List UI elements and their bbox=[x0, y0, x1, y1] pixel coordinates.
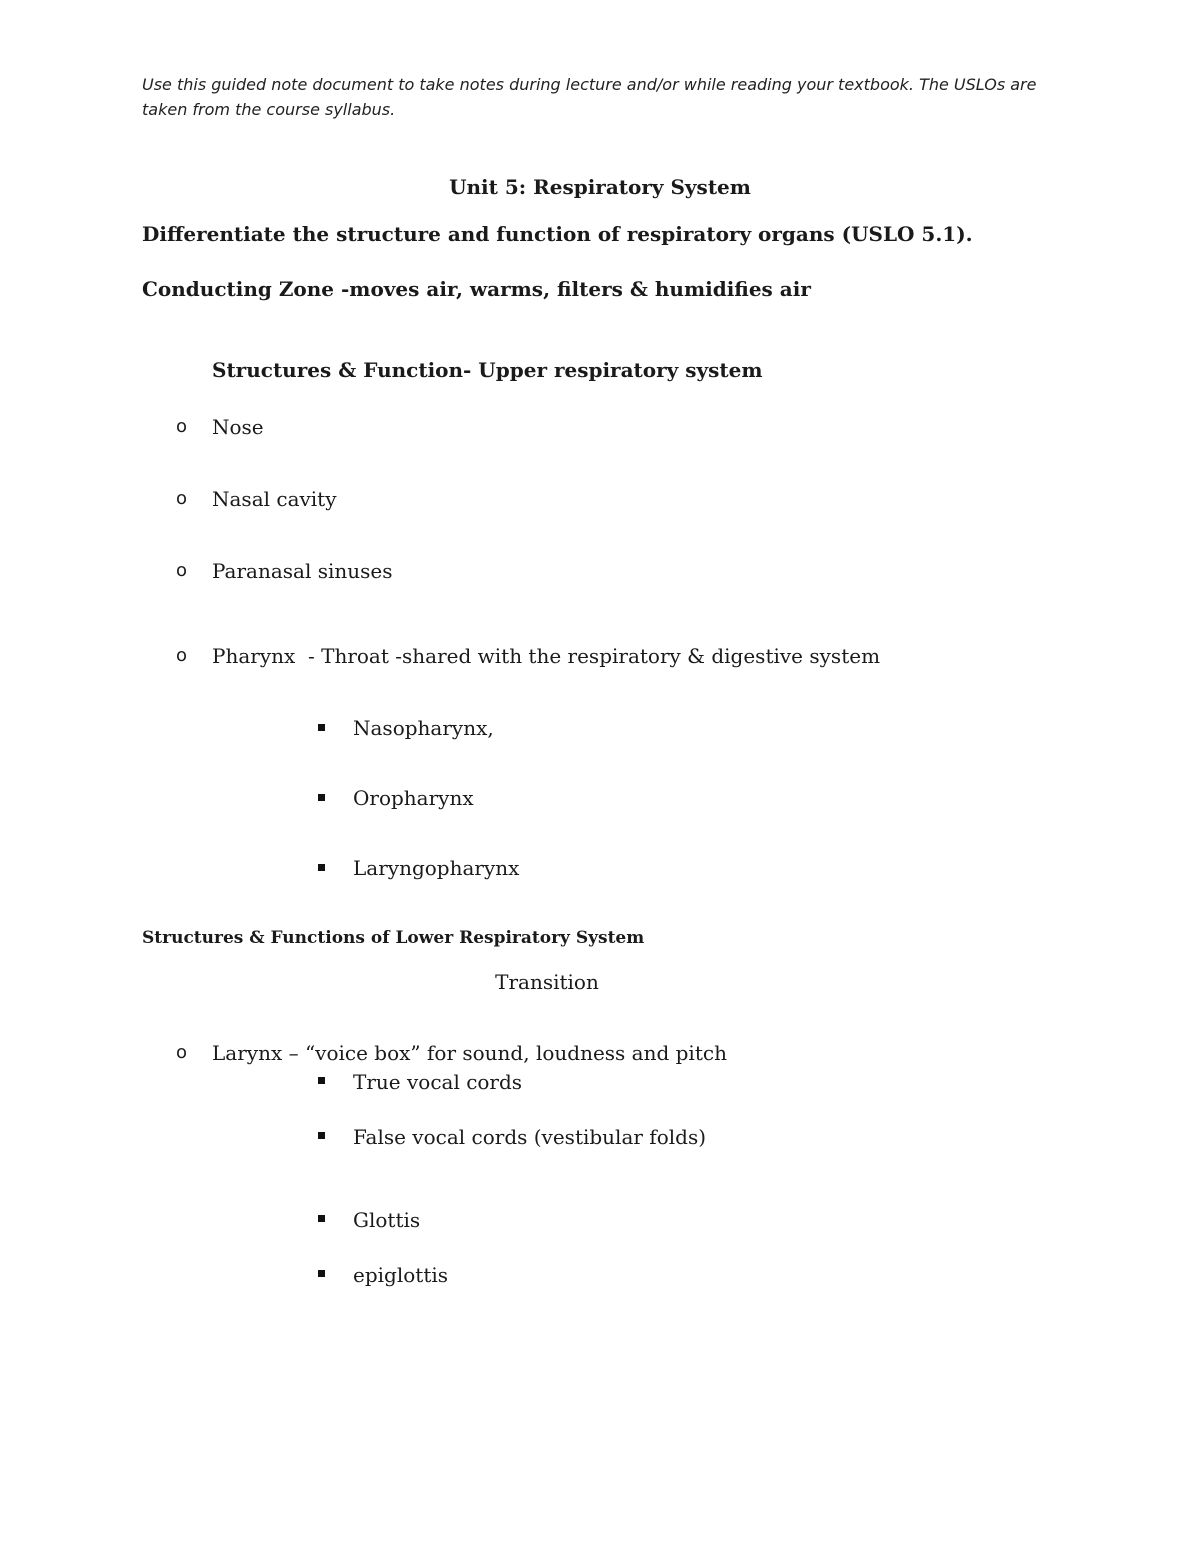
bullet-square-icon bbox=[318, 724, 325, 731]
bullet-square-icon bbox=[318, 1132, 325, 1139]
sub-item-false-vocal-cords: False vocal cords (vestibular folds) bbox=[353, 1125, 707, 1149]
sub-item-oropharynx: Oropharynx bbox=[353, 786, 474, 810]
objective-heading: Differentiate the structure and function of respiratory organs (USLO 5.1). bbox=[142, 222, 973, 246]
bullet-square-icon bbox=[318, 1215, 325, 1222]
sub-item-true-vocal-cords: True vocal cords bbox=[353, 1070, 523, 1094]
sub-item-laryngopharynx: Laryngopharynx bbox=[353, 856, 520, 880]
bullet-circle-icon: o bbox=[176, 645, 188, 666]
sub-item-epiglottis: epiglottis bbox=[353, 1263, 449, 1287]
bullet-square-icon bbox=[318, 1077, 325, 1084]
unit-title: Unit 5: Respiratory System bbox=[449, 175, 751, 199]
bullet-square-icon bbox=[318, 864, 325, 871]
conducting-zone-heading: Conducting Zone -moves air, warms, filters & humidifies air bbox=[142, 277, 811, 301]
bullet-square-icon bbox=[318, 794, 325, 801]
sub-item-nasopharynx: Nasopharynx, bbox=[353, 716, 494, 740]
list-item-nose: Nose bbox=[212, 415, 264, 439]
bullet-circle-icon: o bbox=[176, 560, 188, 581]
list-item-paranasal-sinuses: Paranasal sinuses bbox=[212, 559, 393, 583]
bullet-circle-icon: o bbox=[176, 1042, 188, 1063]
lower-system-heading: Structures & Functions of Lower Respiratory System bbox=[142, 928, 645, 948]
list-item-nasal-cavity: Nasal cavity bbox=[212, 487, 337, 511]
intro-note: Use this guided note document to take notes during lecture and/or while reading your textbook. The USLOs are taken from the course syllabus. bbox=[142, 75, 1037, 119]
bullet-circle-icon: o bbox=[176, 416, 188, 437]
bullet-square-icon bbox=[318, 1270, 325, 1277]
transition-label: Transition bbox=[495, 970, 599, 994]
list-item-pharynx: Pharynx - Throat -shared with the respiratory & digestive system bbox=[212, 644, 881, 668]
bullet-circle-icon: o bbox=[176, 488, 188, 509]
sub-item-glottis: Glottis bbox=[353, 1208, 421, 1232]
list-item-larynx: Larynx – “voice box” for sound, loudness and pitch bbox=[212, 1041, 727, 1065]
upper-system-heading: Structures & Function- Upper respiratory system bbox=[212, 358, 763, 382]
